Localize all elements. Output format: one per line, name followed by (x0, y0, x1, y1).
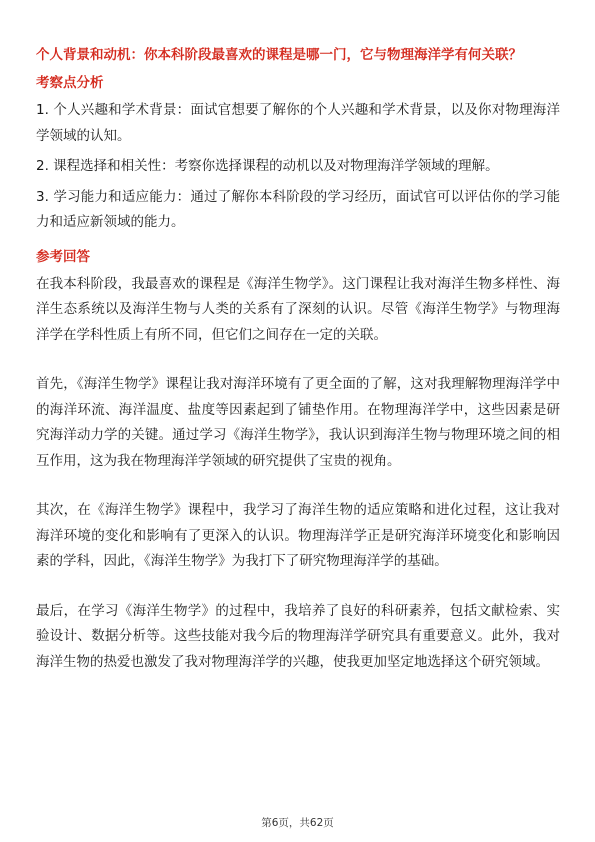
answer-paragraph-4: 最后，在学习《海洋生物学》的过程中，我培养了良好的科研素养，包括文献检索、实验设计、数据分析等。这些技能对我今后的物理海洋学研究具有重要意义。此外，我对海洋生物的热爱也激发了我对物理海洋学的兴趣，使我更加坚定地选择这个研究领域。 (36, 602, 560, 670)
question-heading: 个人背景和动机：你本科阶段最喜欢的课程是哪一门，它与物理海洋学有何关联？ (36, 47, 522, 63)
page-number: 第6页，共62页 (261, 817, 334, 829)
answer-title: 参考回答 (36, 248, 90, 265)
answer-section (36, 246, 560, 676)
analysis-item-3: 3. 学习能力和适应能力：通过了解你本科阶段的学习经历，面试官可以评估你的学习能力和适应新领域的能力。 (36, 188, 560, 230)
analysis-list (36, 98, 560, 236)
answer-paragraph-2: 首先，《海洋生物学》课程让我对海洋环境有了更全面的了解，这对我理解物理海洋学中的海洋环流、海洋温度、盐度等因素起到了铺垫作用。在物理海洋学中，这些因素是研究海洋动力学的关键。通过学习《海洋生物学》，我认识到海洋生物与物理环境之间的相互作用，这为我在物理海洋学领域的研究提供了宝贵的视角。 (36, 376, 560, 469)
analysis-item-2: 2. 课程选择和相关性：考察你选择课程的动机以及对物理海洋学领域的理解。 (36, 158, 499, 174)
answer-paragraph-1: 在我本科阶段，我最喜欢的课程是《海洋生物学》。这门课程让我对海洋生物多样性、海洋生态系统以及海洋生物与人类的关系有了深刻的认识。尽管《海洋生物学》与物理海洋学在学科性质上有所不同，但它们之间存在一定的关联。 (36, 275, 560, 343)
answer-paragraph-3: 其次，在《海洋生物学》课程中，我学习了海洋生物的适应策略和进化过程，这让我对海洋环境的变化和影响有了更深入的认识。物理海洋学正是研究海洋环境变化和影响因素的学科，因此，《海洋生物学》为我打下了研究物理海洋学的基础。 (36, 502, 560, 569)
page-content (36, 44, 560, 675)
analysis-item-1: 1. 个人兴趣和学术背景：面试官想要了解你的个人兴趣和学术背景，以及你对物理海洋学领域的认知。 (36, 102, 560, 144)
analysis-section (36, 72, 560, 236)
analysis-title: 考察点分析 (36, 75, 104, 91)
